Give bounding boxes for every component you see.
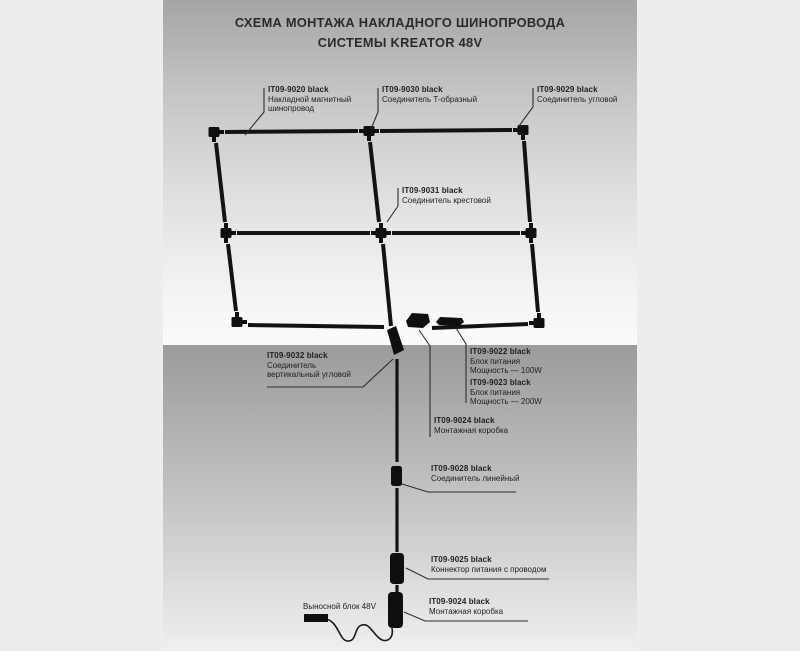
page-title-line2: СИСТЕМЫ KREATOR 48V: [317, 35, 483, 50]
part-desc: Монтажная коробка: [429, 606, 504, 616]
label-psu-200: [470, 378, 542, 407]
part-desc: Соединитель: [267, 360, 317, 370]
part-code: IT09-9032 black: [267, 351, 328, 360]
vertical-corner-connector: [387, 326, 404, 355]
part-desc: Блок питания: [470, 356, 521, 366]
t-connector-left: [221, 223, 237, 243]
leader-t-connector: [371, 88, 378, 129]
mounting-box-device: [406, 313, 430, 328]
leader-mounting-box-top: [419, 330, 430, 437]
t-connector-right: [521, 223, 537, 243]
part-desc: Монтажная коробка: [434, 425, 509, 435]
label-psu-100: [470, 347, 542, 376]
remote-driver-block: [304, 614, 328, 622]
label-remote-unit: [303, 602, 376, 612]
label-t-connector: [382, 85, 477, 104]
part-desc: вертикальный угловой: [267, 370, 351, 379]
part-desc: шинопровод: [268, 104, 315, 113]
label-corner-connector: [537, 85, 617, 104]
part-desc: Соединитель угловой: [537, 94, 618, 104]
part-desc: Соединитель Т-образный: [382, 94, 478, 104]
leader-psu: [456, 328, 466, 403]
label-power-connector: [431, 555, 546, 574]
linear-connector-device: [391, 466, 402, 486]
part-code: IT09-9031 black: [402, 186, 463, 195]
corner-connector-bottom-left: [232, 312, 248, 327]
corner-connector-bottom-right: [529, 313, 545, 328]
part-desc: Мощность — 100W: [470, 366, 542, 375]
label-mounting-box-bottom: [429, 597, 503, 616]
part-code: IT09-9020 black: [268, 85, 329, 94]
corner-connector-top-right: [513, 125, 529, 140]
part-desc: Блок питания: [470, 387, 521, 397]
cross-connector: [371, 223, 391, 243]
part-code: IT09-9025 black: [431, 555, 492, 564]
bottom-mounting-box-device: [388, 592, 403, 628]
leader-track: [245, 88, 264, 135]
label-mounting-box-top: [434, 416, 508, 435]
part-code: IT09-9023 black: [470, 378, 531, 387]
power-cord: [327, 620, 392, 641]
part-code: IT09-9022 black: [470, 347, 531, 356]
label-cross-connector: [402, 186, 491, 205]
label-track: [268, 85, 351, 114]
part-desc: Коннектор питания с проводом: [431, 564, 547, 574]
part-code: IT09-9024 black: [429, 597, 490, 606]
part-desc: Соединитель линейный: [431, 473, 520, 483]
page-title-line1: СХЕМА МОНТАЖА НАКЛАДНОГО ШИНОПРОВОДА: [234, 15, 566, 30]
label-linear-connector: [431, 464, 519, 483]
part-code: IT09-9024 black: [434, 416, 495, 425]
power-supply-device: [436, 317, 464, 326]
part-desc: Соединитель крестовой: [402, 195, 491, 205]
leader-corner-connector: [519, 88, 533, 126]
leader-cross-connector: [387, 188, 398, 222]
label-vertical-corner-connector: [267, 351, 351, 380]
part-code: IT09-9028 black: [431, 464, 492, 473]
corner-connector-top-left: [209, 127, 225, 142]
remote-unit-text: Выносной блок 48V: [303, 602, 376, 611]
part-code: IT09-9030 black: [382, 85, 443, 94]
part-desc: Накладной магнитный: [268, 94, 352, 104]
power-connector-device: [390, 553, 404, 584]
t-connector-top: [359, 126, 379, 141]
part-code: IT09-9029 black: [537, 85, 598, 94]
part-desc: Мощность — 200W: [470, 397, 542, 406]
leader-linear-connector: [402, 484, 516, 492]
